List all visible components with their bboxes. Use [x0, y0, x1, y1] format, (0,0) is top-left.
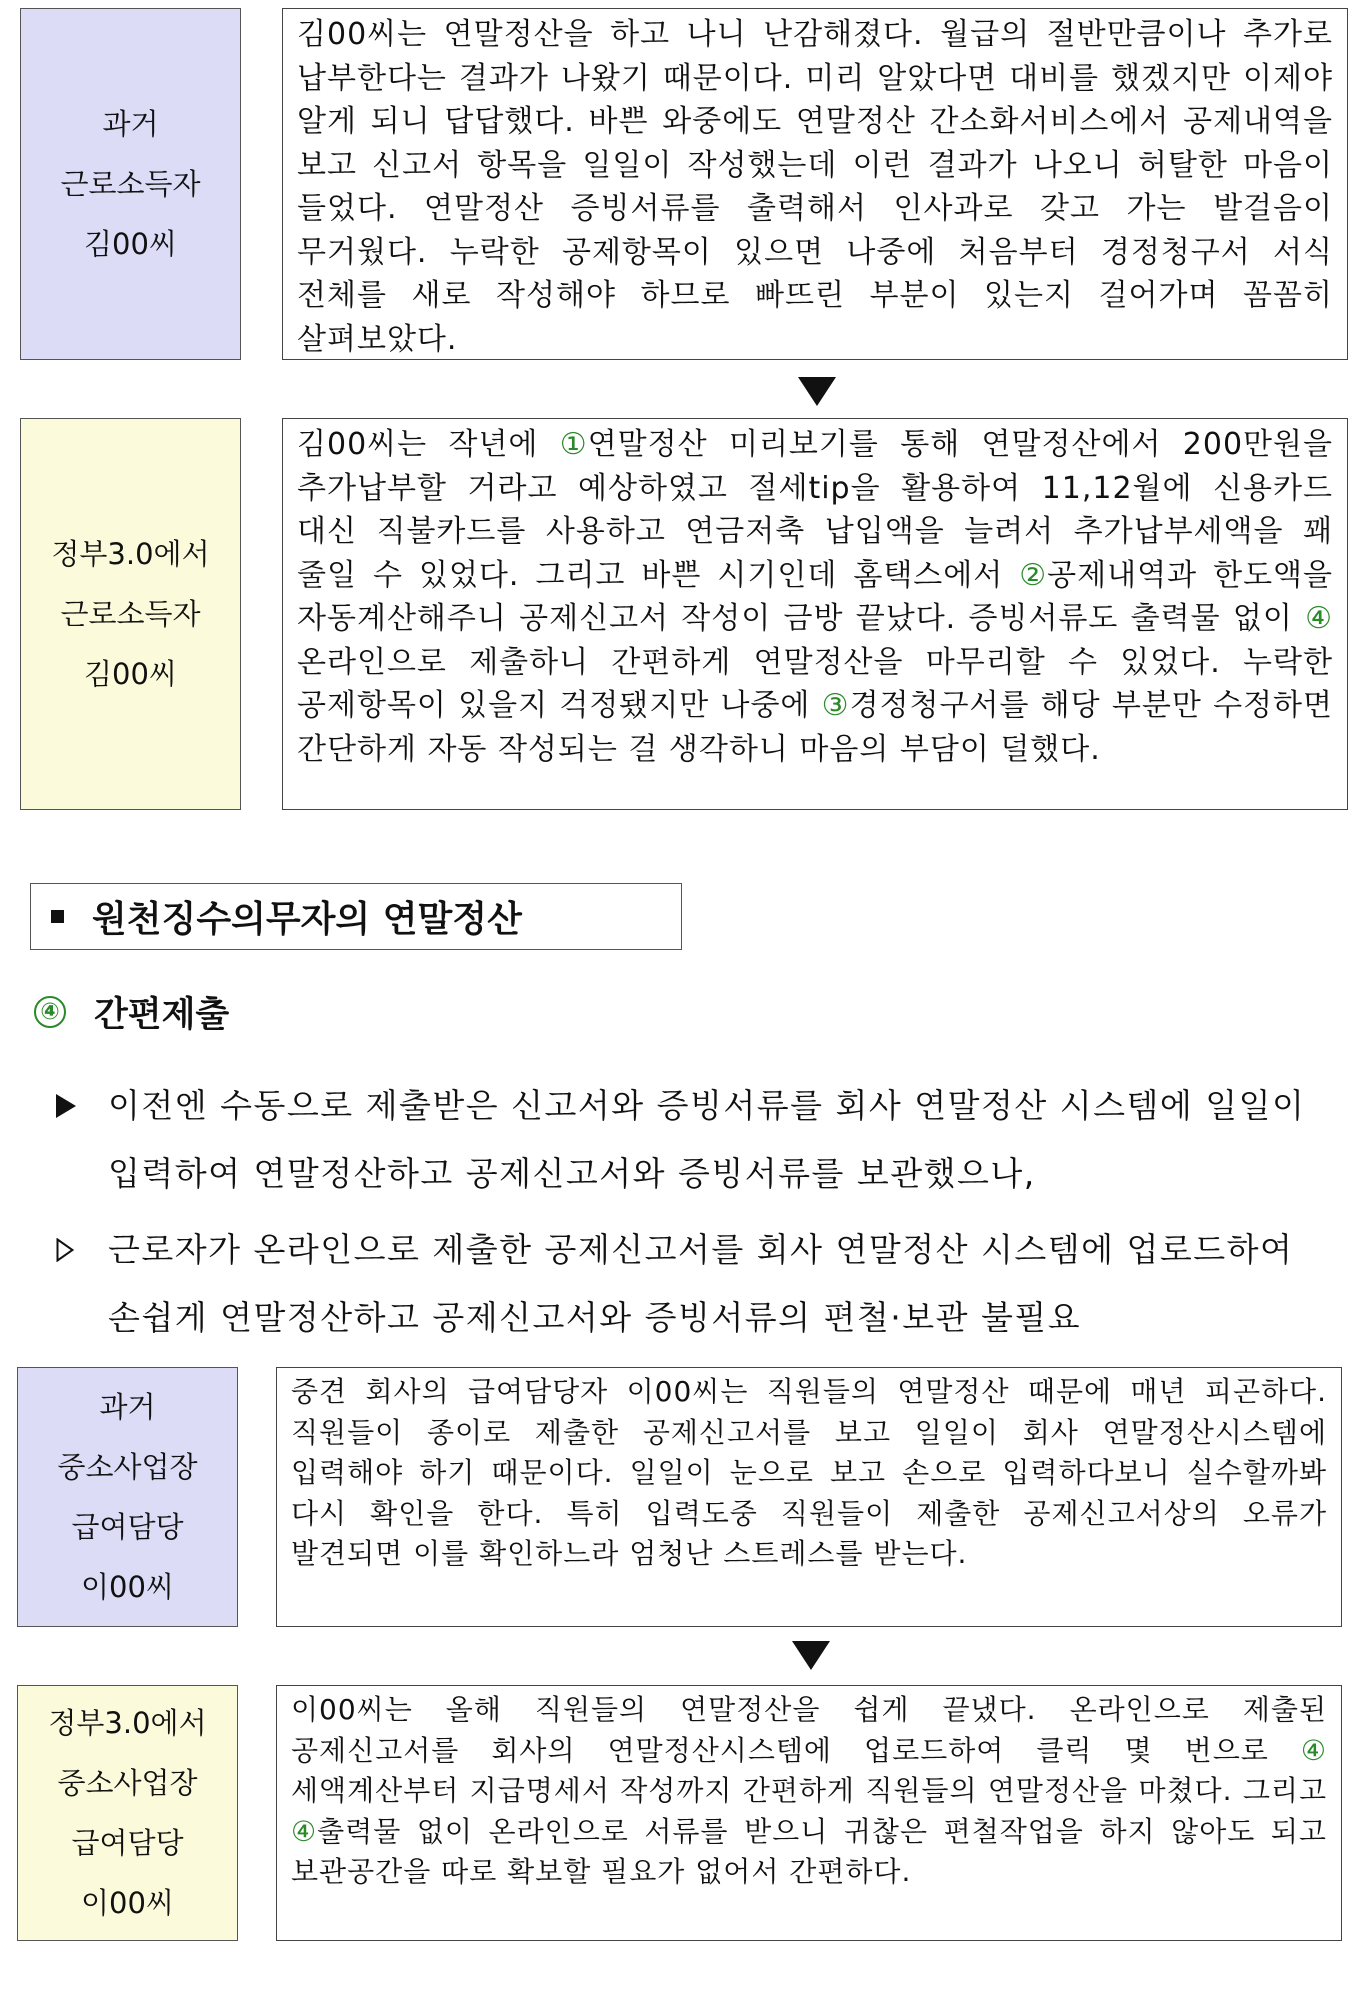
- open-triangle-icon: [56, 1238, 74, 1262]
- story-text: 출력물 없이 온라인으로 서류를 받으니 귀찮은 편철작업을 하지 않아도 되고 보관공간을 따로 확보할 필요가 없어서 간편하다.: [291, 1814, 1327, 1888]
- bullet-item: [56, 1216, 1356, 1352]
- past-payroll-story: [276, 1367, 1342, 1627]
- section-title: 원천징수의무자의 연말정산: [92, 899, 522, 940]
- marker-4: ④: [1305, 601, 1333, 636]
- story-text: 연말정산 미리보기를 통해 연말정산에서 200만원을 추가납부할 거라고 예상하였고 절세tip을 활용하여 11,12월에 신용카드 대신 직불카드를 사용하고 연금저축 납입액을 늘려서 추가납부세액을 꽤 줄일 수 있었다. 그리고 바쁜 시기인데 홈택스에서: [297, 427, 1333, 593]
- label-line: 정부3.0에서: [48, 1706, 207, 1740]
- story-text: 공제내역과 한도액을 자동계산해주니 공제신고서 작성이 금방 끝났다. 증빙서류도 출력물 없이: [297, 557, 1334, 636]
- label-line: 근로소득자: [60, 167, 201, 201]
- filled-triangle-icon: [56, 1094, 76, 1118]
- past-worker-label: [20, 8, 241, 360]
- label-line: 중소사업장: [57, 1450, 198, 1484]
- arrow-down-icon: [798, 377, 836, 406]
- marker-4: ④: [1300, 1733, 1327, 1767]
- bullet-text: 근로자가 온라인으로 제출한 공제신고서를 회사 연말정산 시스템에 업로드하여 손쉽게 연말정산하고 공제신고서와 증빙서류의 편철·보관 불필요: [108, 1230, 1294, 1337]
- marker-1: ①: [559, 427, 588, 462]
- past-worker-story: [282, 8, 1348, 360]
- label-line: 급여담당: [71, 1826, 184, 1860]
- label-line: 정부3.0에서: [51, 537, 210, 571]
- label-line: 중소사업장: [57, 1766, 198, 1800]
- label-line: 김00씨: [84, 227, 177, 261]
- subsection-heading: [34, 990, 229, 1034]
- story-text: 중견 회사의 급여담당자 이00씨는 직원들의 연말정산 때문에 매년 피곤하다. 직원들이 종이로 제출한 공제신고서를 보고 일일이 회사 연말정산시스템에 입력해야 하기 때문이다. 일일이 눈으로 보고 손으로 입력하다보니 실수할까봐 다시 확인을 한다. 특히 입력도중 직원들이 제출한 공제신고서상의 오류가 발견되면 이를 확인하느라 엄청난 스트레스를 받는다.: [291, 1375, 1327, 1570]
- story-text: 이00씨는 올해 직원들의 연말정산을 쉽게 끝냈다. 온라인으로 제출된 공제신고서를 회사의 연말정산시스템에 업로드하여 클릭 몇 번으로: [291, 1693, 1327, 1767]
- marker-4: ④: [291, 1814, 318, 1848]
- label-line: 김00씨: [84, 657, 177, 691]
- label-line: 급여담당: [71, 1510, 184, 1544]
- story-text: 경정청구서를 해당 부분만 수정하면 간단하게 자동 작성되는 걸 생각하니 마음의 부담이 덜했다.: [297, 688, 1333, 767]
- story-text: 김00씨는 연말정산을 하고 나니 난감해졌다. 월급의 절반만큼이나 추가로 납부한다는 결과가 나왔기 때문이다. 미리 알았다면 대비를 했겠지만 이제야 알게 되니 답답했다. 바쁜 와중에도 연말정산 간소화서비스에서 공제내역을 보고 신고서 항목을 일일이 작성했는데 이런 결과가 나오니 허탈한 마음이 들었다. 연말정산 증빙서류를 출력해서 인사과로 갖고 가는 발걸음이 무거웠다. 누락한 공제항목이 있으면 나중에 처음부터 경정청구서 서식 전체를 새로 작성해야 하므로 빠뜨린 부분이 있는지 걸어가며 꼼꼼히 살펴보았다.: [297, 17, 1333, 357]
- gov-worker-story: [282, 418, 1348, 810]
- square-bullet-icon: [51, 910, 64, 923]
- subsection-title: 간편제출: [94, 995, 230, 1035]
- story-text: 온라인으로 제출하니 간편하게 연말정산을 마무리할 수 있었다. 누락한 공제항목이 있을지 걱정됐지만 나중에: [297, 644, 1333, 723]
- gov-worker-label: [20, 418, 241, 810]
- label-line: 이00씨: [81, 1570, 174, 1604]
- label-line: 근로소득자: [60, 597, 201, 631]
- circled-number-icon: ④: [34, 996, 66, 1028]
- label-line: 이00씨: [81, 1886, 174, 1920]
- story-text: 김00씨는 작년에: [297, 427, 560, 462]
- marker-3: ③: [821, 688, 850, 723]
- label-line: 과거: [99, 1390, 156, 1424]
- arrow-down-icon: [792, 1641, 830, 1670]
- label-line: 과거: [102, 107, 159, 141]
- past-payroll-label: [17, 1367, 238, 1627]
- gov-payroll-label: [17, 1685, 238, 1941]
- gov-payroll-story: [276, 1685, 1342, 1941]
- story-text: 세액계산부터 지급명세서 작성까지 간편하게 직원들의 연말정산을 마쳤다. 그리고: [291, 1774, 1327, 1807]
- bullet-item: [56, 1072, 1356, 1208]
- marker-2: ②: [1019, 557, 1048, 593]
- bullet-text: 이전엔 수동으로 제출받은 신고서와 증빙서류를 회사 연말정산 시스템에 일일이 입력하여 연말정산하고 공제신고서와 증빙서류를 보관했으나,: [108, 1086, 1306, 1193]
- section-title-box: [30, 883, 682, 950]
